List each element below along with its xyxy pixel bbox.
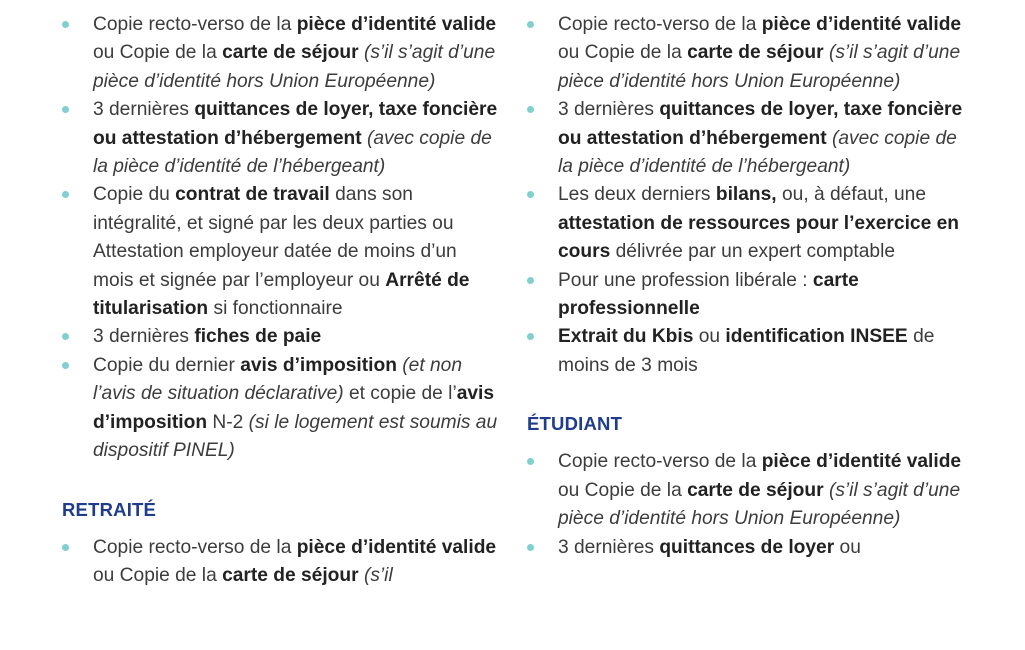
bold-text: pièce d’identité valide [761,14,962,35]
text: Copie du dernier [93,354,241,376]
italic-text: (et non l’avis de situation déclarative) [93,354,463,405]
bold-text: pièce d’identité valide [296,536,497,558]
text: ou [834,536,861,558]
bold-text: quittances de loyer, taxe foncière ou attestation d’hébergement [558,99,963,149]
bold-text: avis d’imposition [240,354,397,376]
text: délivrée par un expert comptable [610,241,896,263]
list-item [62,96,502,181]
bold-text: contrat de travail [175,184,330,206]
bullet-icon [527,191,534,198]
bullet-icon [62,544,69,551]
bullet-icon [527,458,534,465]
text: 3 dernières [558,99,660,121]
list-item [527,181,967,266]
bullet-icon [62,106,69,113]
list-item [62,323,502,351]
italic-text: (s’il s’agit d’une pièce d’identité hors Union Européenne) [93,42,496,92]
bold-text: pièce d’identité valide [761,451,962,473]
list-item [527,11,967,96]
bold-text: carte professionnelle [558,269,859,320]
bold-text: Extrait du Kbis [558,326,694,348]
text: N-2 [207,411,249,433]
section-heading-etudiant: ÉTUDIANT [527,413,623,435]
bold-text: avis d’imposition [93,383,495,433]
list-item [62,181,502,323]
text: ou [693,326,726,348]
text: 3 dernières [93,326,195,348]
text: si fonctionnaire [208,298,343,320]
bold-text: quittances de loyer, taxe foncière ou attestation d’hébergement [93,99,498,149]
text: ou, à défaut, une [776,184,926,206]
list-item [527,534,967,562]
bullet-icon [62,21,69,28]
bold-text: pièce d’identité valide [296,14,497,35]
italic-text: (si le logement est soumis au dispositif PINEL) [93,411,498,462]
bold-text: carte de séjour [222,42,359,64]
text: Copie du [93,184,176,206]
bold-text: quittances de loyer [659,536,835,558]
list-item [527,323,967,380]
text: ou Copie de la [93,42,223,64]
bold-text: identification INSEE [725,326,908,348]
text: de moins de 3 mois [558,326,935,376]
text: Les deux derniers [558,184,716,206]
text: Copie recto-verso de la [558,451,762,473]
bullet-icon [527,21,534,28]
text: Copie recto-verso de la [93,14,297,35]
document-list-retraite [62,534,502,591]
italic-text: (s’il [363,564,393,586]
list-item [62,534,502,591]
text: Copie recto-verso de la [558,14,762,35]
text: ou Copie de la [558,42,688,64]
italic-text: (s’il s’agit d’une pièce d’identité hors Union Européenne) [558,479,961,530]
right-column [527,11,967,562]
text: 3 dernières [93,99,195,121]
text: Pour une profession libérale : [558,269,813,291]
bullet-icon [527,333,534,340]
bold-text: Arrêté de titularisation [93,269,470,320]
left-column [62,11,502,590]
bullet-icon [62,191,69,198]
list-item [62,352,502,466]
text: dans son intégralité, et signé par les deux parties ou Attestation employeur datée de moins d’un mois et signée par l’employeur ou [93,184,457,291]
document-list [62,11,502,466]
text: ou Copie de la [93,564,223,586]
bold-text: bilans, [715,184,777,206]
italic-text: (s’il s’agit d’une pièce d’identité hors Union Européenne) [558,42,961,92]
bullet-icon [62,362,69,369]
document-list [527,11,967,380]
text: 3 dernières [558,536,660,558]
text: Copie recto-verso de la [93,536,297,558]
bold-text: carte de séjour [222,564,359,586]
list-item [527,267,967,324]
bullet-icon [527,544,534,551]
italic-text: (avec copie de la pièce d’identité de l’hébergeant) [558,127,957,178]
list-item [62,11,502,96]
list-item [527,96,967,181]
bold-text: fiches de paie [194,326,322,348]
text: ou Copie de la [558,479,688,501]
bullet-icon [527,106,534,113]
text: et copie de l’ [343,383,457,405]
list-item [527,448,967,533]
italic-text: (avec copie de la pièce d’identité de l’hébergeant) [93,127,492,178]
bold-text: attestation de ressources pour l’exercice en cours [558,212,959,263]
bullet-icon [527,277,534,284]
bold-text: carte de séjour [687,42,824,64]
bullet-icon [62,333,69,340]
bold-text: carte de séjour [687,479,824,501]
section-heading-retraite: RETRAITÉ [62,498,157,520]
document-list-etudiant [527,448,967,562]
